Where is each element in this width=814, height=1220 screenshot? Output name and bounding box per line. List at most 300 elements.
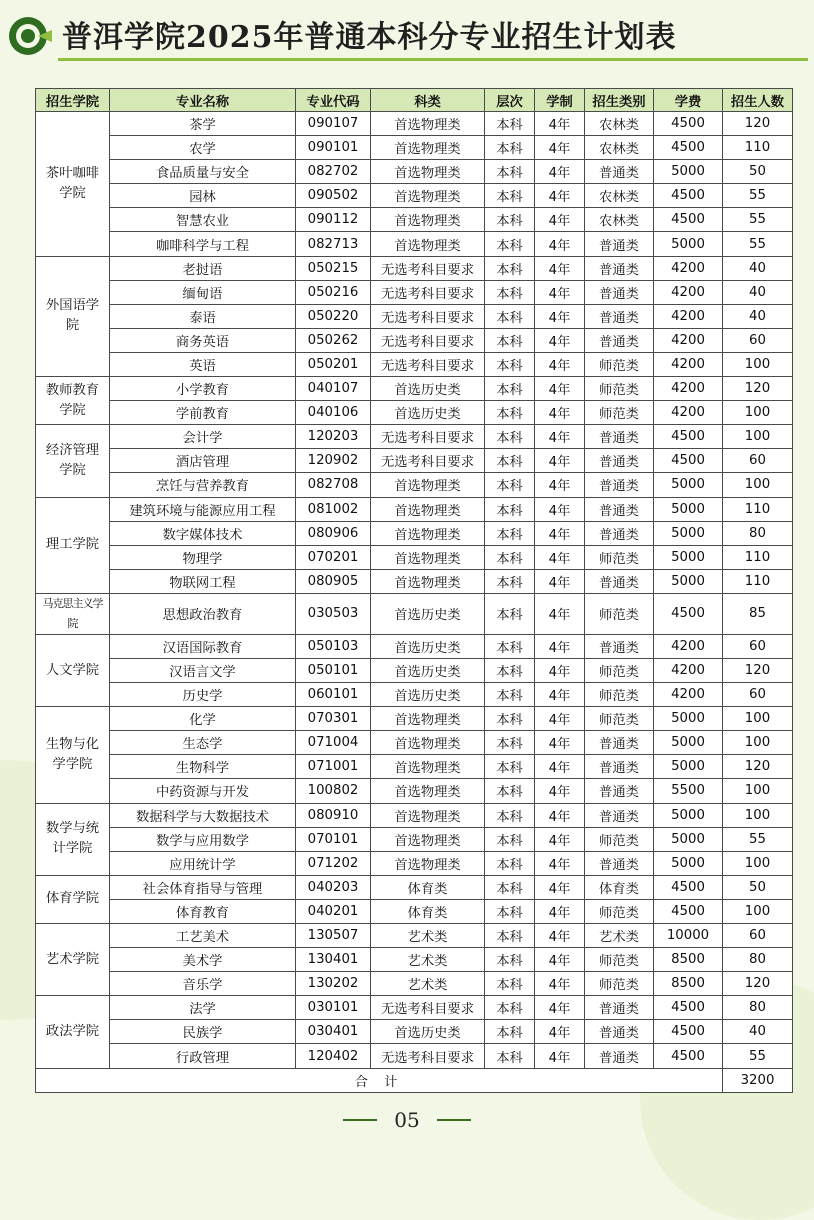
subject-category: 无选考科目要求	[371, 328, 485, 352]
table-row	[36, 256, 793, 280]
major-code: 070201	[296, 545, 371, 569]
major-name: 行政管理	[110, 1044, 296, 1068]
tuition: 4500	[654, 112, 723, 136]
major-name: 酒店管理	[110, 449, 296, 473]
enrollment-plan-table	[35, 88, 793, 1093]
tuition: 4500	[654, 1020, 723, 1044]
level: 本科	[485, 658, 535, 682]
table-row	[36, 569, 793, 593]
level: 本科	[485, 1020, 535, 1044]
major-name: 数学与应用数学	[110, 827, 296, 851]
enrollment-type: 农林类	[585, 112, 654, 136]
level: 本科	[485, 401, 535, 425]
level: 本科	[485, 232, 535, 256]
tuition: 4500	[654, 208, 723, 232]
level: 本科	[485, 304, 535, 328]
level: 本科	[485, 803, 535, 827]
subject-category: 首选物理类	[371, 707, 485, 731]
enrollment-type: 体育类	[585, 875, 654, 899]
duration: 4年	[535, 377, 585, 401]
duration: 4年	[535, 996, 585, 1020]
subject-category: 首选物理类	[371, 184, 485, 208]
major-name: 汉语国际教育	[110, 634, 296, 658]
table-row	[36, 328, 793, 352]
table-row	[36, 449, 793, 473]
enrollment-count: 110	[723, 569, 793, 593]
title-underline	[58, 58, 808, 61]
major-code: 090502	[296, 184, 371, 208]
enrollment-type: 师范类	[585, 827, 654, 851]
tuition: 5000	[654, 827, 723, 851]
tuition: 5000	[654, 473, 723, 497]
major-code: 130202	[296, 972, 371, 996]
table-row	[36, 755, 793, 779]
enrollment-count: 120	[723, 377, 793, 401]
college-cell: 生物与化学学院	[36, 707, 110, 803]
subject-category: 首选历史类	[371, 593, 485, 634]
enrollment-count: 100	[723, 473, 793, 497]
enrollment-type: 师范类	[585, 899, 654, 923]
enrollment-type: 普通类	[585, 160, 654, 184]
subject-category: 无选考科目要求	[371, 256, 485, 280]
level: 本科	[485, 497, 535, 521]
tuition: 4500	[654, 593, 723, 634]
major-code: 070101	[296, 827, 371, 851]
major-name: 农学	[110, 136, 296, 160]
tuition: 4200	[654, 304, 723, 328]
major-code: 040106	[296, 401, 371, 425]
subject-category: 首选物理类	[371, 827, 485, 851]
duration: 4年	[535, 779, 585, 803]
enrollment-count: 40	[723, 304, 793, 328]
major-code: 082708	[296, 473, 371, 497]
major-code: 071001	[296, 755, 371, 779]
page-title: 普洱学院2025年普通本科分专业招生计划表	[62, 20, 677, 55]
tuition: 4200	[654, 683, 723, 707]
level: 本科	[485, 779, 535, 803]
enrollment-type: 师范类	[585, 352, 654, 376]
enrollment-count: 100	[723, 803, 793, 827]
subject-category: 无选考科目要求	[371, 425, 485, 449]
enrollment-count: 55	[723, 827, 793, 851]
duration: 4年	[535, 707, 585, 731]
tuition: 8500	[654, 948, 723, 972]
subject-category: 首选历史类	[371, 634, 485, 658]
duration: 4年	[535, 827, 585, 851]
major-name: 中药资源与开发	[110, 779, 296, 803]
table-row	[36, 401, 793, 425]
major-code: 050216	[296, 280, 371, 304]
total-row	[36, 1068, 793, 1092]
level: 本科	[485, 875, 535, 899]
enrollment-count: 100	[723, 707, 793, 731]
enrollment-type: 普通类	[585, 1020, 654, 1044]
enrollment-count: 80	[723, 521, 793, 545]
enrollment-count: 100	[723, 779, 793, 803]
level: 本科	[485, 521, 535, 545]
table-row	[36, 683, 793, 707]
column-header: 招生人数	[723, 89, 793, 112]
duration: 4年	[535, 683, 585, 707]
duration: 4年	[535, 521, 585, 545]
enrollment-type: 普通类	[585, 803, 654, 827]
subject-category: 首选物理类	[371, 497, 485, 521]
major-name: 烹饪与营养教育	[110, 473, 296, 497]
subject-category: 艺术类	[371, 972, 485, 996]
enrollment-count: 100	[723, 851, 793, 875]
duration: 4年	[535, 304, 585, 328]
duration: 4年	[535, 184, 585, 208]
enrollment-type: 农林类	[585, 208, 654, 232]
tuition: 4200	[654, 280, 723, 304]
enrollment-type: 普通类	[585, 731, 654, 755]
table-row	[36, 280, 793, 304]
table-row	[36, 899, 793, 923]
subject-category: 无选考科目要求	[371, 352, 485, 376]
table-row	[36, 473, 793, 497]
college-cell: 外国语学院	[36, 256, 110, 376]
level: 本科	[485, 972, 535, 996]
level: 本科	[485, 545, 535, 569]
enrollment-count: 60	[723, 634, 793, 658]
major-code: 030401	[296, 1020, 371, 1044]
duration: 4年	[535, 755, 585, 779]
major-name: 学前教育	[110, 401, 296, 425]
level: 本科	[485, 948, 535, 972]
level: 本科	[485, 256, 535, 280]
college-cell: 人文学院	[36, 634, 110, 706]
column-header: 专业代码	[296, 89, 371, 112]
table-row	[36, 948, 793, 972]
level: 本科	[485, 683, 535, 707]
subject-category: 首选物理类	[371, 851, 485, 875]
duration: 4年	[535, 593, 585, 634]
major-code: 050201	[296, 352, 371, 376]
duration: 4年	[535, 545, 585, 569]
enrollment-count: 55	[723, 232, 793, 256]
enrollment-count: 120	[723, 972, 793, 996]
enrollment-count: 100	[723, 401, 793, 425]
major-code: 090101	[296, 136, 371, 160]
major-code: 130401	[296, 948, 371, 972]
tuition: 4500	[654, 425, 723, 449]
major-code: 050220	[296, 304, 371, 328]
college-cell: 体育学院	[36, 875, 110, 923]
subject-category: 首选历史类	[371, 1020, 485, 1044]
enrollment-type: 普通类	[585, 328, 654, 352]
major-name: 物联网工程	[110, 569, 296, 593]
tuition: 5000	[654, 731, 723, 755]
enrollment-type: 普通类	[585, 569, 654, 593]
major-name: 缅甸语	[110, 280, 296, 304]
duration: 4年	[535, 232, 585, 256]
enrollment-type: 师范类	[585, 658, 654, 682]
major-name: 老挝语	[110, 256, 296, 280]
tuition: 10000	[654, 924, 723, 948]
table-row	[36, 521, 793, 545]
duration: 4年	[535, 1020, 585, 1044]
subject-category: 艺术类	[371, 948, 485, 972]
tuition: 4200	[654, 658, 723, 682]
level: 本科	[485, 851, 535, 875]
enrollment-type: 师范类	[585, 948, 654, 972]
duration: 4年	[535, 924, 585, 948]
duration: 4年	[535, 328, 585, 352]
duration: 4年	[535, 731, 585, 755]
major-code: 040107	[296, 377, 371, 401]
table-row	[36, 497, 793, 521]
major-name: 园林	[110, 184, 296, 208]
subject-category: 首选物理类	[371, 473, 485, 497]
major-name: 工艺美术	[110, 924, 296, 948]
level: 本科	[485, 569, 535, 593]
leaf-logo-icon	[8, 14, 52, 58]
enrollment-count: 60	[723, 449, 793, 473]
level: 本科	[485, 328, 535, 352]
major-name: 思想政治教育	[110, 593, 296, 634]
enrollment-type: 普通类	[585, 755, 654, 779]
enrollment-count: 120	[723, 658, 793, 682]
enrollment-type: 普通类	[585, 304, 654, 328]
table-row	[36, 184, 793, 208]
column-header: 层次	[485, 89, 535, 112]
major-code: 090107	[296, 112, 371, 136]
subject-category: 首选物理类	[371, 545, 485, 569]
tuition: 4500	[654, 875, 723, 899]
enrollment-type: 师范类	[585, 972, 654, 996]
level: 本科	[485, 593, 535, 634]
major-name: 会计学	[110, 425, 296, 449]
table-row	[36, 112, 793, 136]
tuition: 8500	[654, 972, 723, 996]
enrollment-count: 60	[723, 683, 793, 707]
table-row	[36, 593, 793, 634]
enrollment-count: 100	[723, 352, 793, 376]
table-row	[36, 658, 793, 682]
subject-category: 首选物理类	[371, 755, 485, 779]
subject-category: 首选历史类	[371, 401, 485, 425]
subject-category: 首选历史类	[371, 658, 485, 682]
major-name: 数字媒体技术	[110, 521, 296, 545]
enrollment-type: 普通类	[585, 449, 654, 473]
enrollment-type: 普通类	[585, 996, 654, 1020]
enrollment-type: 普通类	[585, 425, 654, 449]
major-code: 080905	[296, 569, 371, 593]
enrollment-type: 普通类	[585, 521, 654, 545]
table-row	[36, 425, 793, 449]
level: 本科	[485, 208, 535, 232]
enrollment-type: 农林类	[585, 136, 654, 160]
level: 本科	[485, 473, 535, 497]
total-label: 合 计	[36, 1068, 723, 1092]
level: 本科	[485, 827, 535, 851]
enrollment-count: 110	[723, 545, 793, 569]
level: 本科	[485, 425, 535, 449]
subject-category: 艺术类	[371, 924, 485, 948]
major-code: 030503	[296, 593, 371, 634]
subject-category: 首选历史类	[371, 377, 485, 401]
college-cell: 马克思主义学院	[36, 593, 110, 634]
tuition: 4200	[654, 401, 723, 425]
subject-category: 无选考科目要求	[371, 280, 485, 304]
table-row	[36, 996, 793, 1020]
major-name: 体育教育	[110, 899, 296, 923]
duration: 4年	[535, 803, 585, 827]
tuition: 5000	[654, 803, 723, 827]
duration: 4年	[535, 449, 585, 473]
enrollment-type: 师范类	[585, 401, 654, 425]
enrollment-count: 50	[723, 875, 793, 899]
enrollment-count: 40	[723, 280, 793, 304]
major-name: 音乐学	[110, 972, 296, 996]
enrollment-type: 普通类	[585, 634, 654, 658]
tuition: 4500	[654, 184, 723, 208]
duration: 4年	[535, 875, 585, 899]
major-name: 民族学	[110, 1020, 296, 1044]
enrollment-count: 80	[723, 948, 793, 972]
major-name: 历史学	[110, 683, 296, 707]
enrollment-count: 120	[723, 755, 793, 779]
enrollment-count: 100	[723, 899, 793, 923]
tuition: 5000	[654, 521, 723, 545]
major-name: 化学	[110, 707, 296, 731]
enrollment-type: 普通类	[585, 497, 654, 521]
table-row	[36, 972, 793, 996]
enrollment-type: 普通类	[585, 1044, 654, 1068]
major-name: 咖啡科学与工程	[110, 232, 296, 256]
major-name: 智慧农业	[110, 208, 296, 232]
subject-category: 首选物理类	[371, 160, 485, 184]
level: 本科	[485, 899, 535, 923]
tuition: 5000	[654, 707, 723, 731]
major-code: 100802	[296, 779, 371, 803]
enrollment-type: 普通类	[585, 779, 654, 803]
column-header: 科类	[371, 89, 485, 112]
table-row	[36, 160, 793, 184]
duration: 4年	[535, 569, 585, 593]
major-code: 050215	[296, 256, 371, 280]
enrollment-type: 师范类	[585, 377, 654, 401]
major-code: 040201	[296, 899, 371, 923]
enrollment-count: 40	[723, 256, 793, 280]
column-header: 学费	[654, 89, 723, 112]
tuition: 5000	[654, 232, 723, 256]
enrollment-type: 普通类	[585, 256, 654, 280]
major-name: 商务英语	[110, 328, 296, 352]
table-row	[36, 304, 793, 328]
major-name: 数据科学与大数据技术	[110, 803, 296, 827]
level: 本科	[485, 280, 535, 304]
level: 本科	[485, 924, 535, 948]
tuition: 4500	[654, 996, 723, 1020]
tuition: 4200	[654, 377, 723, 401]
duration: 4年	[535, 280, 585, 304]
enrollment-type: 艺术类	[585, 924, 654, 948]
subject-category: 首选物理类	[371, 779, 485, 803]
major-code: 050103	[296, 634, 371, 658]
duration: 4年	[535, 208, 585, 232]
major-code: 071004	[296, 731, 371, 755]
tuition: 5000	[654, 545, 723, 569]
table-row	[36, 707, 793, 731]
major-name: 物理学	[110, 545, 296, 569]
tuition: 4500	[654, 449, 723, 473]
tuition: 4200	[654, 328, 723, 352]
duration: 4年	[535, 634, 585, 658]
duration: 4年	[535, 1044, 585, 1068]
major-code: 090112	[296, 208, 371, 232]
duration: 4年	[535, 658, 585, 682]
duration: 4年	[535, 899, 585, 923]
enrollment-count: 60	[723, 328, 793, 352]
footer-divider	[437, 1119, 471, 1121]
subject-category: 首选物理类	[371, 136, 485, 160]
enrollment-count: 55	[723, 184, 793, 208]
college-cell: 艺术学院	[36, 924, 110, 996]
column-header: 招生学院	[36, 89, 110, 112]
college-cell: 数学与统计学院	[36, 803, 110, 875]
major-code: 030101	[296, 996, 371, 1020]
tuition: 4200	[654, 352, 723, 376]
major-code: 081002	[296, 497, 371, 521]
major-code: 050101	[296, 658, 371, 682]
major-code: 040203	[296, 875, 371, 899]
enrollment-type: 普通类	[585, 473, 654, 497]
major-code: 082713	[296, 232, 371, 256]
major-code: 060101	[296, 683, 371, 707]
tuition: 4200	[654, 634, 723, 658]
footer-divider	[343, 1119, 377, 1121]
enrollment-count: 80	[723, 996, 793, 1020]
table-row	[36, 377, 793, 401]
duration: 4年	[535, 497, 585, 521]
enrollment-count: 100	[723, 425, 793, 449]
tuition: 5000	[654, 160, 723, 184]
major-code: 050262	[296, 328, 371, 352]
major-code: 080910	[296, 803, 371, 827]
subject-category: 体育类	[371, 875, 485, 899]
major-code: 082702	[296, 160, 371, 184]
major-name: 社会体育指导与管理	[110, 875, 296, 899]
major-code: 120402	[296, 1044, 371, 1068]
major-code: 070301	[296, 707, 371, 731]
enrollment-count: 40	[723, 1020, 793, 1044]
table-row	[36, 634, 793, 658]
tuition: 4500	[654, 136, 723, 160]
level: 本科	[485, 449, 535, 473]
level: 本科	[485, 1044, 535, 1068]
major-name: 美术学	[110, 948, 296, 972]
level: 本科	[485, 755, 535, 779]
enrollment-type: 师范类	[585, 593, 654, 634]
enrollment-count: 55	[723, 208, 793, 232]
duration: 4年	[535, 136, 585, 160]
tuition: 4500	[654, 1044, 723, 1068]
subject-category: 首选物理类	[371, 521, 485, 545]
tuition: 4200	[654, 256, 723, 280]
subject-category: 无选考科目要求	[371, 304, 485, 328]
table-row	[36, 827, 793, 851]
duration: 4年	[535, 473, 585, 497]
table-row	[36, 875, 793, 899]
column-header: 专业名称	[110, 89, 296, 112]
level: 本科	[485, 634, 535, 658]
total-value: 3200	[723, 1068, 793, 1092]
tuition: 4500	[654, 899, 723, 923]
college-cell: 茶叶咖啡学院	[36, 112, 110, 257]
enrollment-count: 50	[723, 160, 793, 184]
enrollment-type: 普通类	[585, 232, 654, 256]
